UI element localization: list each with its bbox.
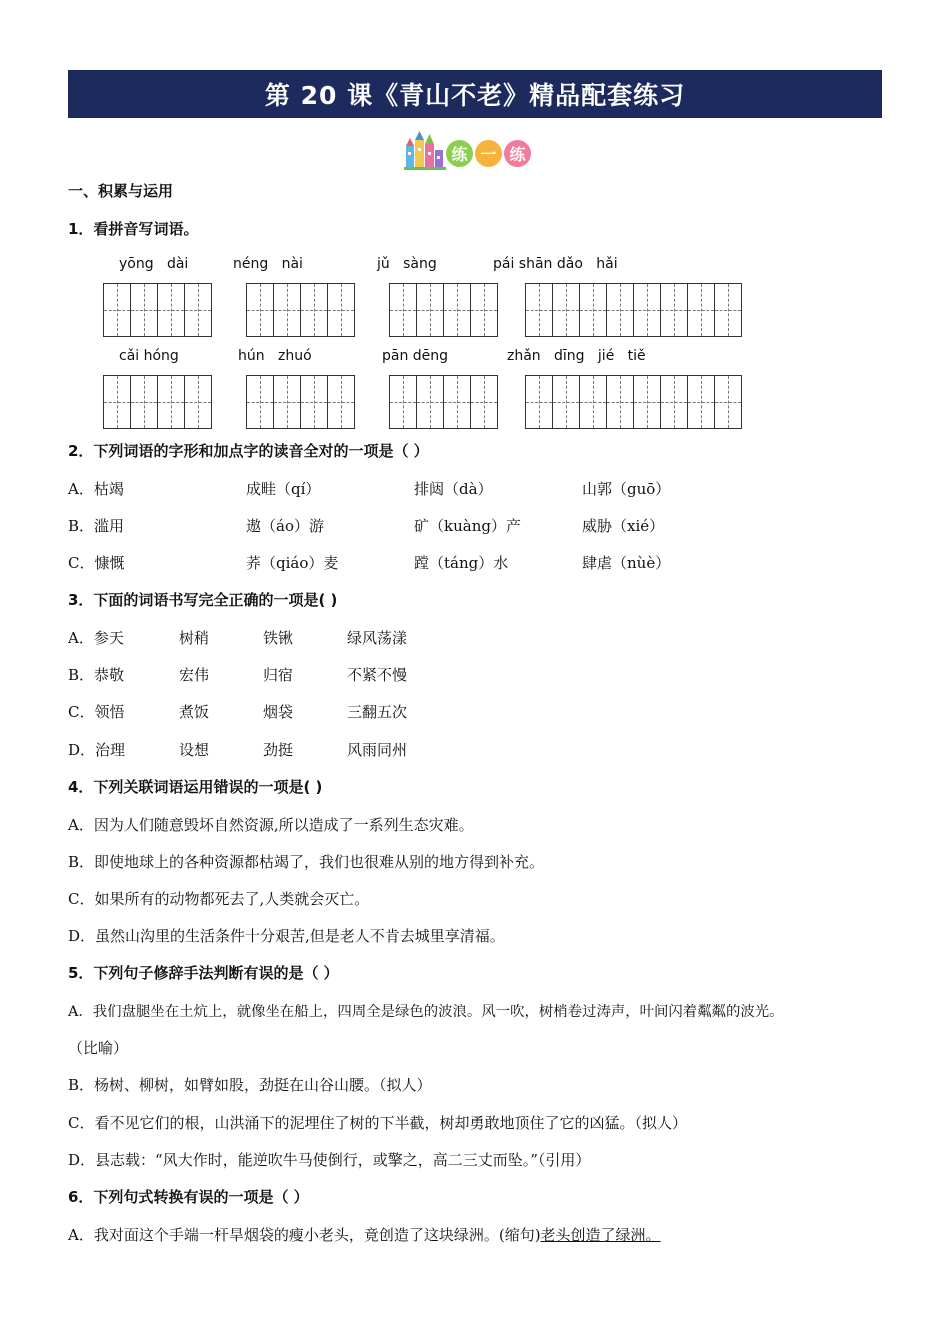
q5-option: B．杨树、柳树，如臂如股，劲挺在山谷山腰。（拟人） [68,1076,432,1094]
q2-option: C．慷慨 [68,554,125,572]
writing-grid[interactable] [389,375,498,429]
q2-heading: 2．下列词语的字形和加点字的读音全对的一项是（ ） [68,442,429,460]
badge-char-3: 练 [504,140,531,167]
q2-option: 排闼（dà） [414,480,493,498]
writing-grid[interactable] [246,283,355,337]
writing-grid[interactable] [103,283,212,337]
q2-option: 荞（qiáo）麦 [246,554,339,572]
pinyin-label: néng nài [233,256,303,272]
q3-option: 三翻五次 [347,703,408,721]
q2-option: A．枯竭 [68,480,124,498]
q2-option: 矿（kuàng）产 [414,517,521,535]
writing-grid[interactable] [246,375,355,429]
q5-option: C．看不见它们的根，山洪涌下的泥埋住了树的下半截，树却勇敢地顶住了它的凶猛。（拟人） [68,1114,687,1132]
pinyin-label: zhǎn dīng jié tiě [507,348,646,364]
q4-option: B．即使地球上的各种资源都枯竭了，我们也很难从别的地方得到补充。 [68,853,545,871]
q3-option: B．恭敬 [68,666,125,684]
q2-option: 山郭（guō） [582,480,671,498]
pinyin-label: jǔ sàng [377,256,437,272]
q1-heading: 1．看拼音写词语。 [68,220,199,238]
q3-option: 风雨同州 [347,741,408,759]
q3-option: 树稍 [179,629,210,647]
buildings-icon [404,128,448,170]
q6-heading: 6．下列句式转换有误的一项是（ ） [68,1188,309,1206]
q2-option: 遨（áo）游 [246,517,324,535]
q5-option: D．县志载：“风大作时，能逆吹牛马使倒行，或擎之，高二三丈而坠。”（引用） [68,1151,591,1169]
q3-option: 不紧不慢 [347,666,408,684]
writing-grid[interactable] [389,283,498,337]
q3-option: 归宿 [263,666,294,684]
badge-char-2: 一 [475,140,502,167]
q6-option-answer: 老头创造了绿洲。 [540,1226,661,1244]
q3-option: 铁锹 [263,629,294,647]
q2-option: 蹚（táng）水 [414,554,509,572]
page-title: 第 20 课《青山不老》精品配套练习 [68,70,882,118]
q4-option: C．如果所有的动物都死去了,人类就会灭亡。 [68,890,370,908]
q3-option: 宏伟 [179,666,210,684]
q2-option: 成畦（qí） [246,480,321,498]
badge-char-1: 练 [446,140,473,167]
writing-grid[interactable] [525,283,742,337]
q3-option: 绿风荡漾 [347,629,408,647]
pinyin-label: cǎi hóng [119,348,179,364]
q3-option: 烟袋 [263,703,294,721]
q2-option: 肆虐（nùè） [582,554,671,572]
pinyin-label: pái shān dǎo hǎi [493,256,618,272]
q4-option: D．虽然山沟里的生活条件十分艰苦,但是老人不肯去城里享清福。 [68,927,505,945]
section-heading: 一、积累与运用 [68,182,174,200]
q3-option: D．治理 [68,741,126,759]
writing-grid[interactable] [525,375,742,429]
pinyin-label: yōng dài [119,256,189,272]
q6-option-text: A．我对面这个手端一杆旱烟袋的瘦小老头，竟创造了这块绿洲。(缩句) [68,1226,541,1244]
q5-option: A．我们盘腿坐在土炕上，就像坐在船上，四周全是绿色的波浪。风一吹，树梢卷过涛声，叶间闪着粼粼的波光。 [68,1004,784,1020]
pinyin-label: hún zhuó [238,348,312,364]
q5-option-note: （比喻） [68,1039,129,1057]
q6-option [68,1224,661,1245]
q4-heading: 4．下列关联词语运用错误的一项是( ) [68,778,323,796]
q2-option: 威胁（xié） [582,517,665,535]
q3-option: C．领悟 [68,703,125,721]
q3-option: A．参天 [68,629,124,647]
writing-grid[interactable] [103,375,212,429]
q3-heading: 3．下面的词语书写完全正确的一项是( ) [68,591,338,609]
q2-option: B．滥用 [68,517,125,535]
q3-option: 劲挺 [263,741,294,759]
q4-option: A．因为人们随意毁坏自然资源,所以造成了一系列生态灾难。 [68,816,474,834]
q5-heading: 5．下列句子修辞手法判断有误的是（ ） [68,964,339,982]
q3-option: 煮饭 [179,703,210,721]
pinyin-label: pān dēng [382,348,449,364]
q3-option: 设想 [179,741,210,759]
practice-badge [404,128,534,170]
